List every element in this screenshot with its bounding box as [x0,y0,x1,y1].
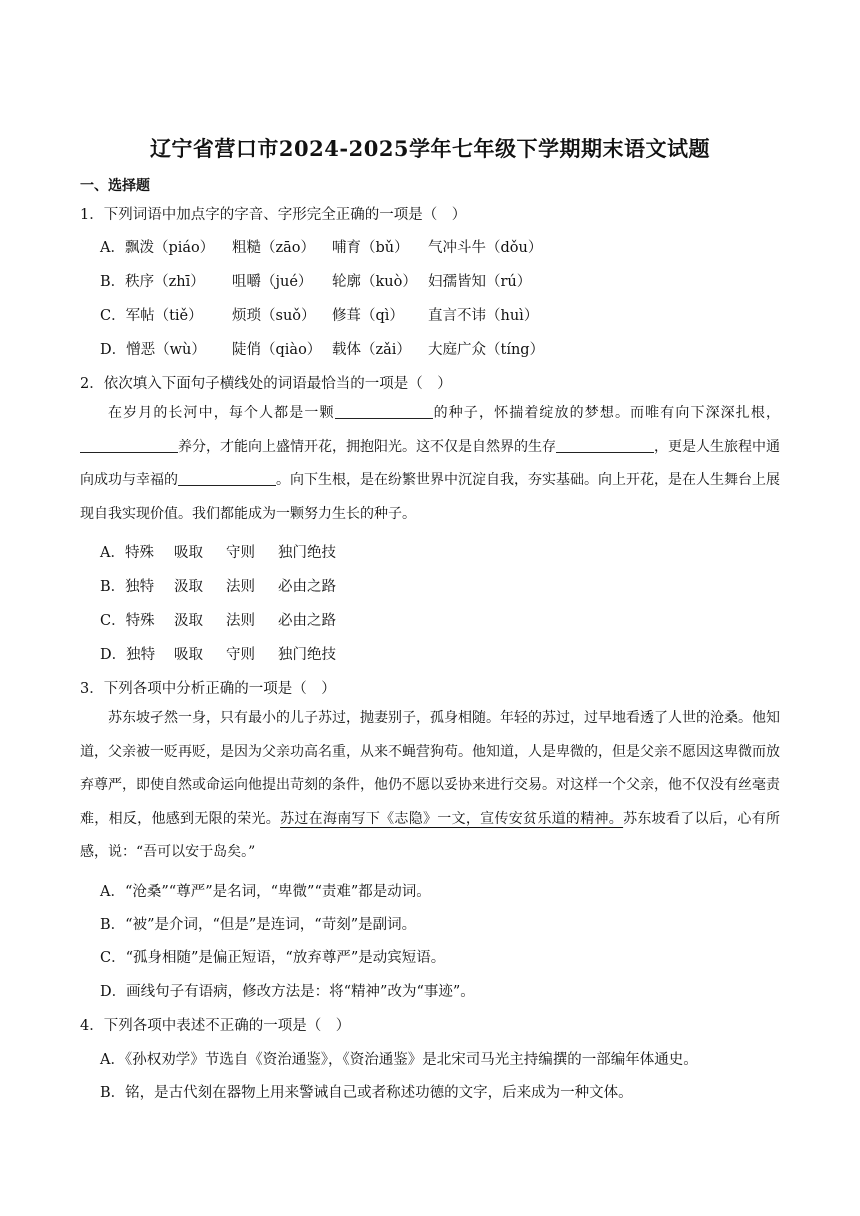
q3-passage [80,702,780,870]
q1-option-a[interactable] [100,236,542,257]
option-cell: 粗糙（zāo） [232,240,316,256]
passage-text: 苏东坡孑然一身，只有最小的儿子苏过，抛妻别子，孤身相随。年轻的苏过，过早地看透了人世的沧桑。他知道，父亲被一贬再贬，是因为父亲功高名重，从来不蝇营狗苟。他知道，人是卑微的，但是父亲不愿因这卑微而放弃尊严，即使自然或命运向他提出苛刻的条件，他仍不愿以妥协来进行交易。对这样一个父亲，他不仅没有丝毫责难，相反，他感到无限的荣光。 [80,710,780,827]
option-cell: 吸取 [174,647,203,663]
q2-option-b[interactable] [100,575,336,596]
exam-title: 辽宁省营口市2024-2025学年七年级下学期期末语文试题 [149,136,711,161]
fill-blank[interactable] [80,434,178,453]
option-cell: B．秩序（zhī） [100,274,205,290]
q2-option-a[interactable] [100,541,336,562]
option-cell: 气冲斗牛（dǒu） [428,240,543,256]
option-cell: 咀嚼（jué） [232,274,313,290]
option-cell: A．飘泼（piáo） [100,240,215,256]
fill-blank[interactable] [556,434,654,453]
q1-stem: 1．下列词语中加点字的字音、字形完全正确的一项是（ ） [80,207,467,223]
option-cell: 独门绝技 [278,647,336,663]
option-cell: 守则 [226,545,255,561]
q2-passage [80,397,780,531]
q3-option-c[interactable]: C．“孤身相随”是偏正短语，“放弃尊严”是动宾短语。 [100,950,446,966]
option-cell: 哺育（bǔ） [332,240,409,256]
q3-option-a[interactable]: A．“沧桑”“尊严”是名词，“卑微”“责难”都是动词。 [100,884,431,900]
option-cell: 汲取 [174,613,203,629]
option-cell: 必由之路 [278,579,336,595]
option-cell: D．憎恶（wù） [100,342,206,358]
option-cell: A．特殊 [100,545,154,561]
option-cell: 妇孺皆知（rú） [428,274,532,290]
option-cell: 守则 [226,647,255,663]
option-cell: 轮廓（kuò） [332,274,417,290]
passage-text: 。向下生根，是在纷繁世界中沉淀自我，夯实基础。向上开花，是在人生舞台上展现自我实现价值。我们都能成为一颗努力生长的种子。 [80,472,780,522]
option-cell: D．独特 [100,647,156,663]
option-cell: 陡俏（qiào） [232,342,322,358]
q3-option-d[interactable]: D．画线句子有语病，修改方法是：将“精神”改为“事迹”。 [100,984,475,1000]
section-heading: 一、选择题 [80,178,150,194]
passage-text: 苏东坡看了以后，心有所感，说：“吾可以安于岛矣。” [80,810,781,860]
q3-stem: 3．下列各项中分析正确的一项是（ ） [80,681,336,697]
option-cell: 独门绝技 [278,545,336,561]
option-cell: C．特殊 [100,613,155,629]
underlined-sentence: 苏过在海南写下《志隐》一文，宣传安贫乐道的精神。 [280,810,624,827]
option-cell: 法则 [226,579,255,595]
option-cell: 法则 [226,613,255,629]
q4-option-a[interactable]: A．《孙权劝学》节选自《资治通鉴》，《资治通鉴》是北宋司马光主持编撰的一部编年体通史。 [100,1052,698,1068]
option-cell: B．独特 [100,579,155,595]
option-cell: 修葺（qì） [332,308,404,324]
q3-option-b[interactable]: B．“被”是介词，“但是”是连词，“苛刻”是副词。 [100,917,417,933]
option-cell: 烦琐（suǒ） [232,308,316,324]
fill-blank[interactable] [178,467,276,486]
q1-option-c[interactable] [100,304,538,325]
option-cell: 必由之路 [278,613,336,629]
passage-text: 在岁月的长河中，每个人都是一颗 [108,405,335,421]
q2-option-d[interactable] [100,643,336,664]
option-cell: 汲取 [174,579,203,595]
q1-option-d[interactable] [100,338,544,359]
passage-text: 养分，才能向上盛情开花，拥抱阳光。这不仅是自然界的生存 [178,438,556,455]
fill-blank[interactable] [335,400,433,419]
q2-stem: 2．依次填入下面句子横线处的词语最恰当的一项是（ ） [80,376,452,392]
q4-option-b[interactable]: B．铭，是古代刻在器物上用来警诫自己或者称述功德的文字，后来成为一种文体。 [100,1085,633,1101]
option-cell: 大庭广众（tíng） [428,342,545,358]
q2-option-c[interactable] [100,609,336,630]
option-cell: 吸取 [174,545,203,561]
passage-text: ，更是人生旅程中通向成功与幸福的 [80,438,780,488]
q1-option-b[interactable] [100,270,531,291]
q4-stem: 4．下列各项中表述不正确的一项是（ ） [80,1018,351,1034]
passage-text: 的种子，怀揣着绽放的梦想。而唯有向下深深扎根， [432,405,780,421]
option-cell: 载体（zǎi） [332,342,411,358]
option-cell: C．军帖（tiě） [100,308,203,324]
option-cell: 直言不讳（huì） [428,308,539,324]
